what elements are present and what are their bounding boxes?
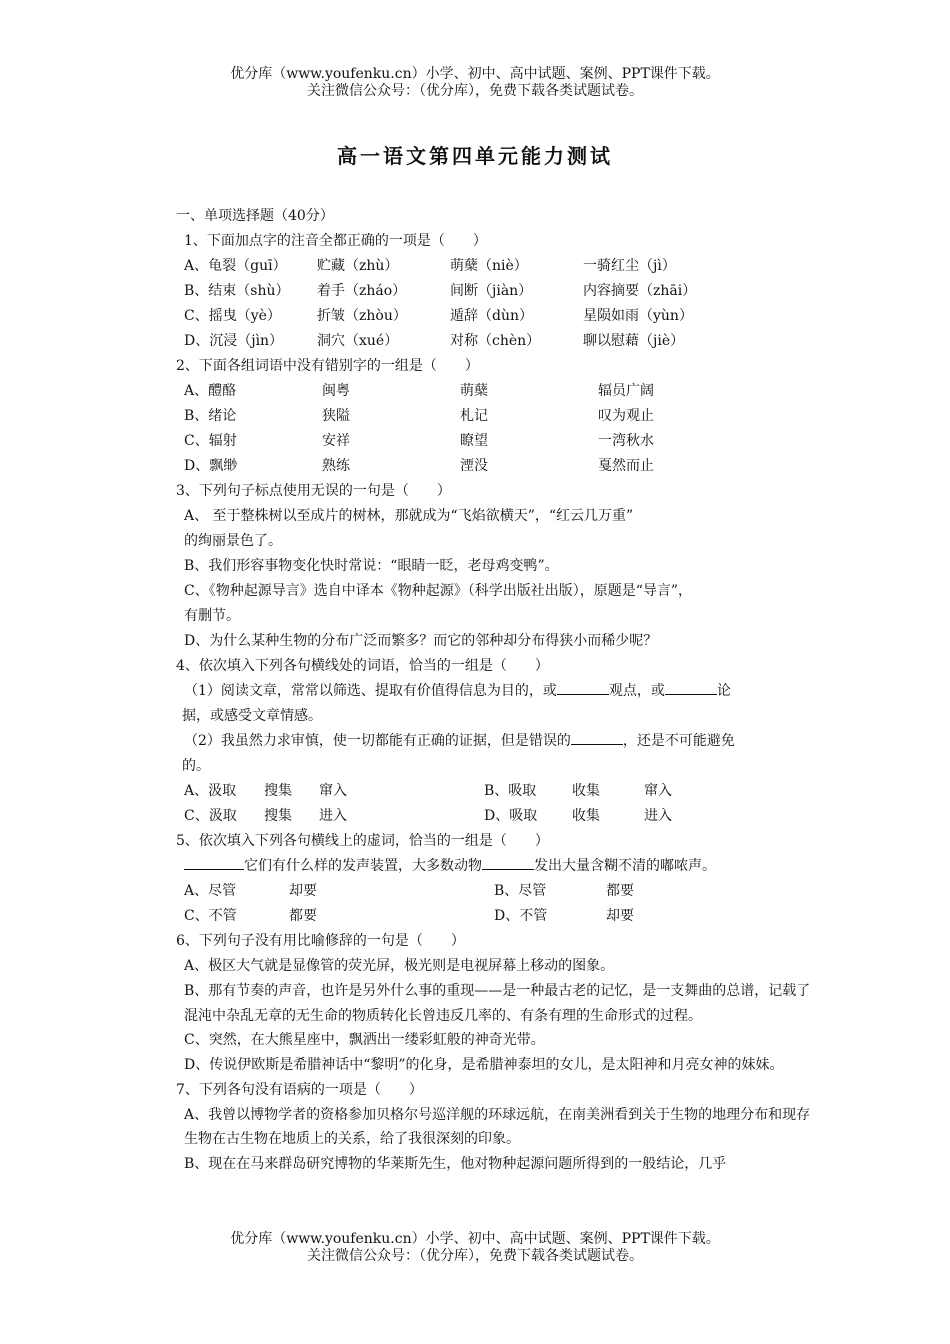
q5-cell: B、尽管 <box>494 883 547 899</box>
page-header <box>0 66 950 100</box>
fill-blank <box>557 680 609 695</box>
q1-cell: 间断（jiàn） <box>450 283 533 299</box>
q2-cell: 熟练 <box>322 458 350 474</box>
fill-blank <box>571 730 623 745</box>
q5-stem: 5、依次填入下列各句横线上的虚词，恰当的一组是（ ） <box>176 833 549 849</box>
q1-cell: 遁辞（dùn） <box>450 308 533 324</box>
q4-sentence-1 <box>176 679 812 704</box>
q6-option-c: C、突然，在大熊星座中，飘洒出一缕彩虹般的神奇光带。 <box>184 1032 545 1048</box>
footer-line-1: 优分库（www.youfenku.cn）小学、初中、高中试题、案例、PPT课件下载。 <box>230 1231 720 1247</box>
section-heading: 一、单项选择题（40分） <box>176 208 334 224</box>
q4-cell: 收集 <box>572 783 600 799</box>
q3-option-a: A、 至于整株树以至成片的树林，那就成为“飞焰欲横天”，“红云几万重” <box>184 508 634 524</box>
q4-cell: 进入 <box>644 808 672 824</box>
q5-text: 它们有什么样的发声装置，大多数动物 <box>244 858 482 874</box>
q1-option-row <box>176 304 812 329</box>
q7-option-b: B、现在在马来群岛研究博物的华莱斯先生，他对物种起源问题所得到的一般结论，几乎 <box>184 1155 727 1172</box>
q1-cell: B、结束（shù） <box>184 283 290 299</box>
q1-cell: 聊以慰藉（jiè） <box>583 333 685 349</box>
q1-cell: 对称（chèn） <box>450 333 541 349</box>
q2-cell: 狭隘 <box>322 408 350 424</box>
q5-cell: D、不管 <box>494 908 548 924</box>
q1-cell: 折皱（zhòu） <box>317 308 407 324</box>
q2-option-row <box>176 404 812 429</box>
q1-cell: 萌蘖（niè） <box>450 258 528 274</box>
q2-cell: B、绪论 <box>184 408 237 424</box>
q1-option-row <box>176 329 812 354</box>
footer-line-2: 关注微信公众号：（优分库），免费下载各类试题试卷。 <box>307 1248 643 1264</box>
q3-stem: 3、下列句子标点使用无误的一句是（ ） <box>176 483 451 499</box>
q5-cell: 都要 <box>606 883 634 899</box>
q4-cell: 搜集 <box>264 783 292 799</box>
q3-option-a-cont: 的绚丽景色了。 <box>184 533 282 549</box>
q4-sentence-2-cont: 的。 <box>182 758 210 774</box>
fill-blank <box>482 855 534 870</box>
q2-cell: 安祥 <box>322 433 350 449</box>
q1-cell: 着手（zháo） <box>317 283 407 299</box>
q2-cell: 辐员广阔 <box>598 383 654 399</box>
q2-option-row <box>176 429 812 454</box>
q2-cell: 札记 <box>460 408 488 424</box>
q4-text: ，还是不可能避免 <box>622 733 735 749</box>
fill-blank <box>665 680 717 695</box>
q5-sentence <box>176 854 812 879</box>
q2-cell: 湮没 <box>460 458 488 474</box>
q4-cell: C、汲取 <box>184 808 237 824</box>
q7-stem: 7、下列各句没有语病的一项是（ ） <box>176 1081 423 1098</box>
q1-cell: 星陨如雨（yùn） <box>583 308 693 324</box>
q2-cell: 叹为观止 <box>598 408 654 424</box>
q1-cell: 一骑红尘（jì） <box>583 258 676 274</box>
q1-cell: A、龟裂（guī） <box>184 258 287 274</box>
q2-cell: 闽粤 <box>322 383 350 399</box>
document-body <box>176 204 812 1177</box>
q4-cell: D、吸取 <box>484 808 538 824</box>
q2-cell: C、辐射 <box>184 433 237 449</box>
q5-option-row <box>176 904 812 929</box>
q2-cell: 瞭望 <box>460 433 488 449</box>
q1-cell: C、摇曳（yè） <box>184 308 281 324</box>
q1-stem: 1、下面加点字的注音全都正确的一项是（ ） <box>184 233 487 249</box>
q6-option-a: A、极区大气就是显像管的荧光屏，极光则是电视屏幕上移动的图象。 <box>184 958 615 974</box>
q5-cell: C、不管 <box>184 908 237 924</box>
header-line-1: 优分库（www.youfenku.cn）小学、初中、高中试题、案例、PPT课件下载。 <box>230 66 720 82</box>
q1-option-row <box>176 279 812 304</box>
q2-cell: D、飘缈 <box>184 458 238 474</box>
q4-cell: B、吸取 <box>484 783 537 799</box>
q3-option-c-cont: 有删节。 <box>184 608 240 624</box>
q3-option-c: C、《物种起源导言》选自中译本《物种起源》（科学出版社出版），原题是“导言”， <box>184 583 693 599</box>
q7-option-a: A、我曾以博物学者的资格参加贝格尔号巡洋舰的环球远航，在南美洲看到关于生物的地理分布和现存生物在古生物在地质上的关系，给了我很深刻的印象。 <box>184 1106 811 1147</box>
q4-text: （2）我虽然力求审慎，使一切都能有正确的证据，但是错误的 <box>184 733 571 749</box>
q1-cell: D、沉浸（jìn） <box>184 333 284 349</box>
q5-cell: 却要 <box>606 908 634 924</box>
q5-cell: 却要 <box>289 883 317 899</box>
q1-cell: 内容摘要（zhāi） <box>583 283 697 299</box>
q4-cell: 收集 <box>572 808 600 824</box>
q4-cell: 搜集 <box>264 808 292 824</box>
q6-stem: 6、下列句子没有用比喻修辞的一句是（ ） <box>176 933 465 949</box>
q2-cell: 萌蘖 <box>460 383 488 399</box>
q2-cell: 戛然而止 <box>598 458 654 474</box>
fill-blank <box>184 855 244 870</box>
q2-cell: 一湾秋水 <box>598 433 654 449</box>
q5-option-row <box>176 879 812 904</box>
page-footer <box>0 1231 950 1265</box>
q4-cell: A、汲取 <box>184 783 237 799</box>
q6-option-d: D、传说伊欧斯是希腊神话中“黎明”的化身，是希腊神泰坦的女儿，是太阳神和月亮女神的妹妹。 <box>184 1057 784 1073</box>
q4-cell: 窜入 <box>319 783 347 799</box>
q4-sentence-1-cont: 据，或感受文章情感。 <box>182 708 322 724</box>
q2-cell: A、醴酪 <box>184 383 237 399</box>
q4-text: 观点，或 <box>608 683 665 699</box>
q4-cell: 进入 <box>319 808 347 824</box>
q5-text: 发出大量含糊不清的嘟哝声。 <box>534 858 716 874</box>
q6-option-b: B、那有节奏的声音，也许是另外什么事的重现——是一种最古老的记忆，是一支舞曲的总谱，记载了混沌中杂乱无章的无生命的物质转化长曾违反几率的、有条有理的生命形式的过程。 <box>184 983 811 1024</box>
q4-text: （1）阅读文章，常常以筛选、提取有价值得信息为目的，或 <box>184 683 557 699</box>
q1-option-row <box>176 254 812 279</box>
header-line-2: 关注微信公众号：（优分库），免费下载各类试题试卷。 <box>307 83 643 99</box>
q4-option-row <box>176 804 812 829</box>
document-title: 高一语文第四单元能力测试 <box>337 144 613 168</box>
q5-cell: A、尽管 <box>184 883 237 899</box>
q4-sentence-2 <box>176 729 812 754</box>
q1-cell: 贮藏（zhù） <box>317 258 399 274</box>
q1-cell: 洞穴（xué） <box>317 333 399 349</box>
q4-text: 论 <box>716 683 731 699</box>
q3-option-d: D、为什么某种生物的分布广泛而繁多？而它的邻种却分布得狭小而稀少呢？ <box>184 633 658 649</box>
q2-stem: 2、下面各组词语中没有错别字的一组是（ ） <box>176 358 479 374</box>
q5-cell: 都要 <box>289 908 317 924</box>
q4-stem: 4、依次填入下列各句横线处的词语，恰当的一组是（ ） <box>176 658 549 674</box>
q2-option-row <box>176 379 812 404</box>
q4-cell: 窜入 <box>644 783 672 799</box>
q3-option-b: B、我们形容事物变化快时常说：“眼睛一眨，老母鸡变鸭”。 <box>184 558 559 574</box>
q4-option-row <box>176 779 812 804</box>
q2-option-row <box>176 454 812 479</box>
